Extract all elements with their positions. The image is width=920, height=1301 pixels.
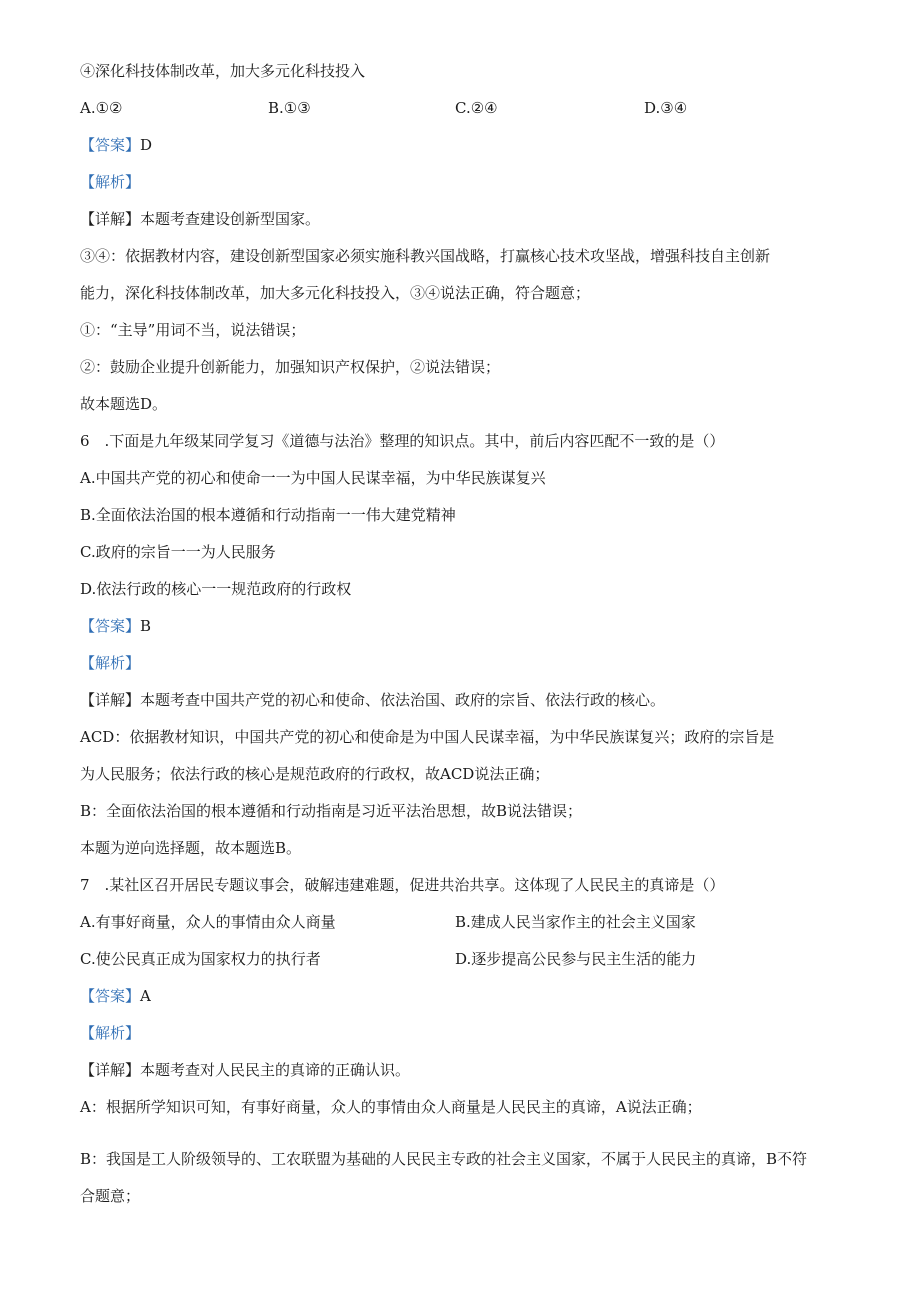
q6-explanation-1b: 为人民服务；依法行政的核心是规范政府的行政权，故ACD说法正确； bbox=[80, 765, 550, 783]
answer-label: 【答案】 bbox=[80, 617, 141, 635]
q7-answer bbox=[80, 986, 151, 1006]
q6-detail bbox=[80, 690, 665, 710]
q6-conclusion: 本题为逆向选择题，故本题选B。 bbox=[80, 839, 302, 857]
q7-analysis-label: 【解析】 bbox=[80, 1024, 141, 1042]
detail-label: 【详解】 bbox=[80, 691, 141, 709]
detail-text: 本题考查中国共产党的初心和使命、依法治国、政府的宗旨、依法行政的核心。 bbox=[140, 691, 666, 709]
q7-explanation-1: A：根据所学知识可知，有事好商量，众人的事情由众人商量是人民民主的真谛，A说法正确； bbox=[80, 1098, 702, 1116]
q7-option-d: D.逐步提高公民参与民主生活的能力 bbox=[455, 950, 697, 968]
detail-label: 【详解】 bbox=[80, 1061, 141, 1079]
q5-option-a: A.①② bbox=[80, 99, 123, 117]
q6-option-d: D.依法行政的核心一一规范政府的行政权 bbox=[80, 580, 352, 598]
q6-option-a: A.中国共产党的初心和使命一一为中国人民谋幸福，为中华民族谋复兴 bbox=[80, 469, 546, 487]
q5-explanation-2: ①：“主导”用词不当，说法错误； bbox=[80, 321, 306, 339]
q5-explanation-3: ②：鼓励企业提升创新能力，加强知识产权保护，②说法错误； bbox=[80, 358, 501, 376]
answer-value: D bbox=[140, 136, 153, 154]
q5-option-d: D.③④ bbox=[644, 99, 688, 117]
q6-analysis-label: 【解析】 bbox=[80, 654, 141, 672]
q5-conclusion: 故本题选D。 bbox=[80, 395, 168, 413]
q7-stem: 7 .某社区召开居民专题议事会，破解违建难题，促进共治共享。这体现了人民民主的真谛是（） bbox=[80, 876, 725, 894]
answer-label: 【答案】 bbox=[80, 136, 141, 154]
q5-analysis-label: 【解析】 bbox=[80, 173, 141, 191]
q7-option-c: C.使公民真正成为国家权力的执行者 bbox=[80, 950, 321, 968]
q5-explanation-1a: ③④：依据教材内容，建设创新型国家必须实施科教兴国战略，打赢核心技术攻坚战，增强科技自主创新 bbox=[80, 247, 771, 265]
q5-explanation-1b: 能力，深化科技体制改革，加大多元化科技投入，③④说法正确，符合题意； bbox=[80, 284, 591, 302]
q5-answer bbox=[80, 135, 152, 155]
q6-stem: 6 .下面是九年级某同学复习《道德与法治》整理的知识点。其中，前后内容匹配不一致的是（） bbox=[80, 432, 725, 450]
q6-explanation-1a: ACD：依据教材知识，中国共产党的初心和使命是为中国人民谋幸福，为中华民族谋复兴；政府的宗旨是 bbox=[80, 728, 775, 746]
q7-explanation-2a: B：我国是工人阶级领导的、工农联盟为基础的人民民主专政的社会主义国家，不属于人民民主的真谛，B不符 bbox=[80, 1150, 808, 1168]
answer-label: 【答案】 bbox=[80, 987, 141, 1005]
q6-answer bbox=[80, 616, 151, 636]
detail-label: 【详解】 bbox=[80, 210, 141, 228]
answer-value: B bbox=[140, 617, 152, 635]
q7-option-b: B.建成人民当家作主的社会主义国家 bbox=[455, 913, 696, 931]
q7-detail bbox=[80, 1060, 410, 1080]
q5-item-4: ④深化科技体制改革，加大多元化科技投入 bbox=[80, 62, 366, 80]
detail-text: 本题考查建设创新型国家。 bbox=[140, 210, 321, 228]
q7-option-a: A.有事好商量，众人的事情由众人商量 bbox=[80, 913, 336, 931]
answer-value: A bbox=[140, 987, 151, 1005]
q6-option-c: C.政府的宗旨一一为人民服务 bbox=[80, 543, 276, 561]
q6-explanation-2: B：全面依法治国的根本遵循和行动指南是习近平法治思想，故B说法错误； bbox=[80, 802, 583, 820]
q5-detail bbox=[80, 209, 320, 229]
q5-option-c: C.②④ bbox=[455, 99, 498, 117]
q5-option-b: B.①③ bbox=[268, 99, 311, 117]
q7-explanation-2b: 合题意； bbox=[80, 1187, 141, 1205]
detail-text: 本题考查对人民民主的真谛的正确认识。 bbox=[140, 1061, 411, 1079]
q6-option-b: B.全面依法治国的根本遵循和行动指南一一伟大建党精神 bbox=[80, 506, 456, 524]
